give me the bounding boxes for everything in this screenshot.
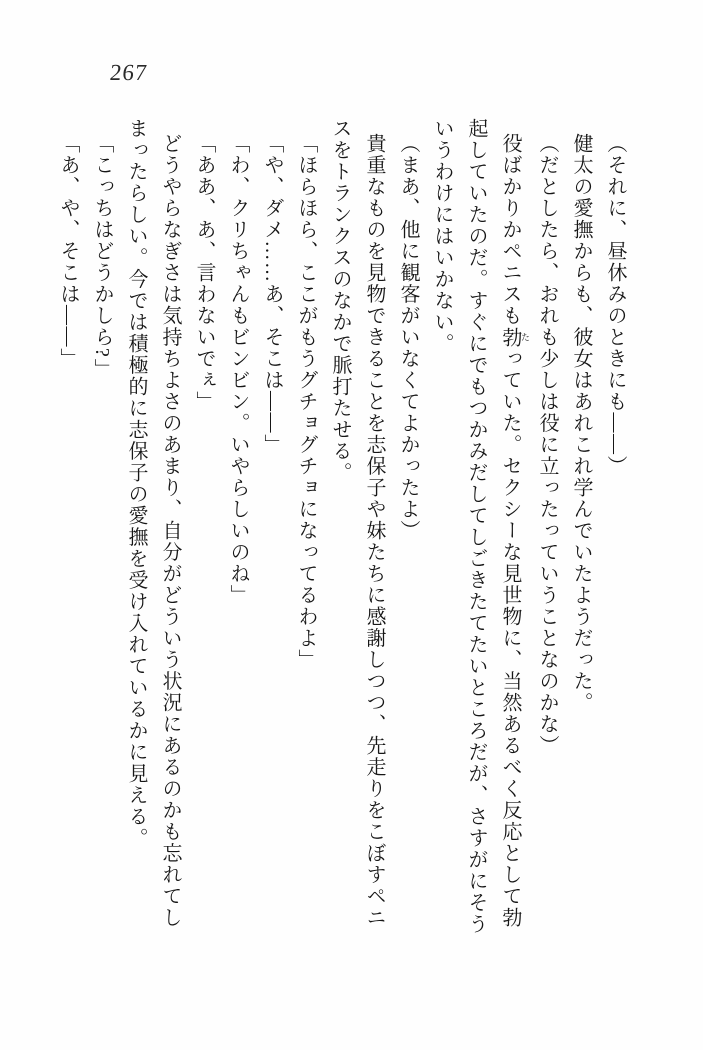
text-line: 「こっちはどうかしら?」 <box>91 133 113 380</box>
text-block <box>51 118 632 954</box>
text-line: どうやらなぎさは気持ちよさのあまり、自分がどういう状況にあるのかも忘れてし <box>159 133 181 929</box>
text-line: スをトランクスのなかで脈打たせる。 <box>329 118 351 484</box>
text-line: 「わ、クリちゃんもビンビン。いやらしいのね」 <box>227 133 249 606</box>
text-line: 「あ、や、そこは――」 <box>57 133 79 370</box>
furigana: た <box>520 326 530 348</box>
text-line: （だとしたら、おれも少しは役に立ったっていうことなのかな） <box>536 133 558 757</box>
text-line: いうわけにはいかない。 <box>431 118 453 355</box>
ruby-annotated-text: 勃 た <box>499 326 530 348</box>
text-line: 「ほらほら、ここがもうグチョグチョになってるわよ」 <box>295 133 317 671</box>
text-line: 「や、ダメ……あ、そこは――」 <box>261 133 283 456</box>
text-line: （まあ、他に観客がいなくてよかったよ） <box>397 133 419 542</box>
text-line: 起していたのだ。すぐにでもつかみだしてしごきたてたいところだが、さすがにそう <box>465 118 487 935</box>
text-line: 健太の愛撫からも、彼女はあれこれ学んでいたようだった。 <box>570 133 592 714</box>
text-line: 貴重なものを見物できることを志保子や妹たちに感謝しつつ、先走りをこぼすペニ <box>363 133 385 929</box>
text-line: まったらしい。今では積極的に志保子の愛撫を受け入れているかに見える。 <box>125 118 147 849</box>
text-line: 「ああ、あ、言わないでぇ」 <box>193 133 215 413</box>
page-number: 267 <box>108 60 149 85</box>
text-line: 役ばかりかペニスも勃 たっていた。セクシーな見世物に、当然あるべく反応として勃 <box>499 133 530 929</box>
text-line: （それに、昼休みのときにも――） <box>604 133 626 477</box>
